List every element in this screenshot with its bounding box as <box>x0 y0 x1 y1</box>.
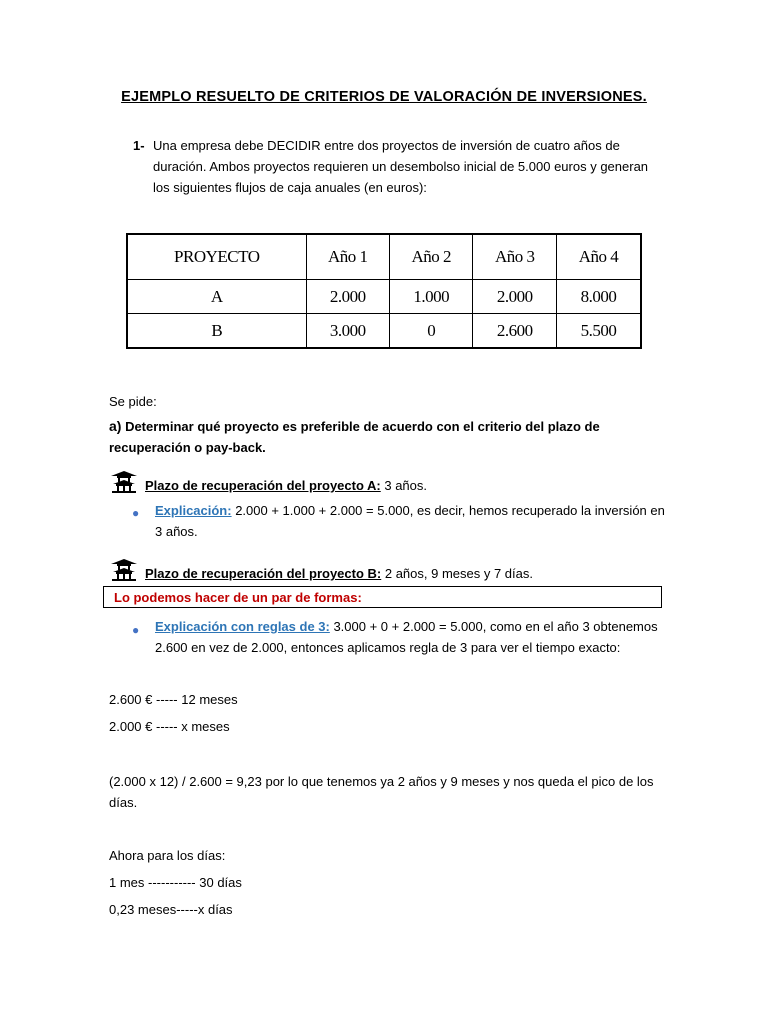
dias-line-2: 0,23 meses-----x días <box>109 902 233 917</box>
table-cell: 2.000 <box>306 280 389 314</box>
explicacion-b-text: 3.000 + 0 + 2.000 = 5.000, como en el año 3 obtenemos 2.600 en vez de 2.000, entonces aplicamos regla de 3 para ver el tiempo exacto: <box>155 619 658 655</box>
plazo-a-line <box>109 470 669 496</box>
dias-line-1: 1 mes ----------- 30 días <box>109 875 242 890</box>
part-a-question <box>109 416 669 458</box>
table-header-row <box>127 234 641 280</box>
plazo-b-value: 2 años, 9 meses y 7 días. <box>381 566 533 581</box>
explicacion-b-label: Explicación con reglas de 3: <box>155 619 330 634</box>
page-title: EJEMPLO RESUELTO DE CRITERIOS DE VALORACIÓN DE INVERSIONES. <box>121 89 647 105</box>
explicacion-a-text: 2.000 + 1.000 + 2.000 = 5.000, es decir, hemos recuperado la inversión en 3 años. <box>155 503 665 539</box>
plazo-a-label: Plazo de recuperación del proyecto A: <box>145 478 381 493</box>
table-header: Año 1 <box>306 234 389 280</box>
table-cell: B <box>127 314 306 349</box>
part-a-text: Determinar qué proyecto es preferible de acuerdo con el criterio del plazo de recuperación o pay-back. <box>109 419 600 455</box>
part-a-letter: a) <box>109 418 122 434</box>
formas-text: Lo podemos hacer de un par de formas: <box>114 590 362 605</box>
table-cell: 3.000 <box>306 314 389 349</box>
table-header: Año 2 <box>390 234 473 280</box>
table-row <box>127 314 641 349</box>
calculo-text: (2.000 x 12) / 2.600 = 9,23 por lo que tenemos ya 2 años y 9 meses y nos queda el pico de los días. <box>109 774 654 810</box>
table-header: PROYECTO <box>127 234 306 280</box>
table-row <box>127 280 641 314</box>
table-cell: 2.600 <box>473 314 556 349</box>
explicacion-a <box>155 500 665 542</box>
table-cell: A <box>127 280 306 314</box>
problem-statement <box>133 135 663 198</box>
plazo-a-value: 3 años. <box>380 478 428 493</box>
table-cell: 8.000 <box>556 280 641 314</box>
table-header: Año 4 <box>556 234 641 280</box>
dias-intro: Ahora para los días: <box>109 848 226 863</box>
regla-line-2: 2.000 € ----- x meses <box>109 719 230 734</box>
table-cell: 5.500 <box>556 314 641 349</box>
explicacion-b <box>155 616 665 658</box>
table-cell: 1.000 <box>390 280 473 314</box>
se-pide-label: Se pide: <box>109 394 157 409</box>
cash-flow-table <box>126 233 642 349</box>
table-cell: 2.000 <box>473 280 556 314</box>
pagoda-icon <box>109 470 139 494</box>
plazo-b-label: Plazo de recuperación del proyecto B: <box>145 566 382 581</box>
problem-text: Una empresa debe DECIDIR entre dos proyectos de inversión de cuatro años de duración. Ambos proyectos requieren un desembolso inicial de 5.000 euros y generan los siguientes flujos de caja anuales (en euros): <box>153 138 649 195</box>
table-header: Año 3 <box>473 234 556 280</box>
problem-number: 1- <box>133 138 145 153</box>
bullet-icon: ● <box>132 506 140 520</box>
pagoda-icon <box>109 558 139 582</box>
table-cell: 0 <box>390 314 473 349</box>
regla-line-1: 2.600 € ----- 12 meses <box>109 692 238 707</box>
plazo-b-line <box>109 558 669 584</box>
formas-box <box>103 586 662 608</box>
explicacion-a-label: Explicación: <box>155 503 232 518</box>
bullet-icon: ● <box>132 623 140 637</box>
